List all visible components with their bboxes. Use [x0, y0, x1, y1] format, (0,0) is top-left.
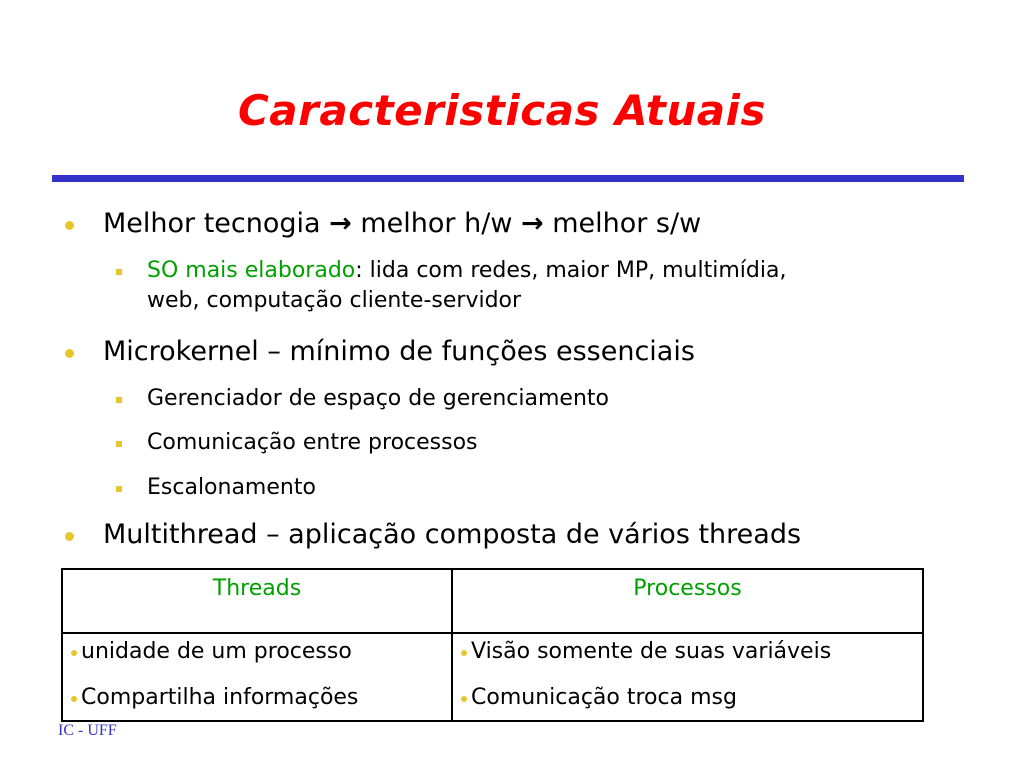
bullet-text: Melhor tecnogia	[103, 208, 330, 239]
sub-bullet-item	[147, 256, 786, 316]
sub-bullet-item	[147, 428, 478, 458]
bullet-text: Microkernel – mínimo de funções essenciais	[103, 336, 695, 367]
bullet-item	[103, 208, 701, 240]
bullet-text: melhor h/w	[351, 208, 521, 239]
bullet-item	[103, 519, 801, 551]
sub-bullet-text: Gerenciador de espaço de gerenciamento	[147, 386, 609, 411]
table-header-row	[62, 569, 923, 633]
bullet-item	[103, 336, 695, 368]
sub-bullet-text: Escalonamento	[147, 475, 316, 500]
bullet-text: melhor s/w	[543, 208, 702, 239]
sub-bullet-item	[147, 473, 316, 503]
bullet-text: Multithread – aplicação composta de vários threads	[103, 519, 802, 550]
sub-bullet-text: Comunicação entre processos	[147, 430, 478, 455]
sub-bullet-text: web, computação cliente-servidor	[147, 288, 522, 313]
list-item: Visão somente de suas variáveis	[459, 640, 916, 664]
highlight-text: SO mais elaborado	[147, 258, 356, 283]
table-header-threads: Threads	[62, 569, 452, 633]
table-row	[62, 633, 923, 721]
table-cell-processos	[452, 633, 923, 721]
sub-bullet-item	[147, 384, 609, 414]
sub-bullet-text: : lida com redes, maior MP, multimídia,	[355, 258, 787, 283]
arrow-right-icon: →	[329, 208, 352, 239]
list-item: unidade de um processo	[69, 640, 445, 664]
footer-label: IC - UFF	[58, 722, 117, 739]
title-divider	[52, 175, 964, 182]
list-item: Comunicação troca msg	[459, 686, 916, 710]
arrow-right-icon: →	[520, 208, 544, 239]
comparison-table	[61, 568, 924, 722]
table-header-processos: Processos	[452, 569, 923, 633]
slide-title: Caracteristicas Atuais	[237, 86, 767, 135]
table-cell-threads	[62, 633, 452, 721]
list-item: Compartilha informações	[69, 686, 445, 710]
